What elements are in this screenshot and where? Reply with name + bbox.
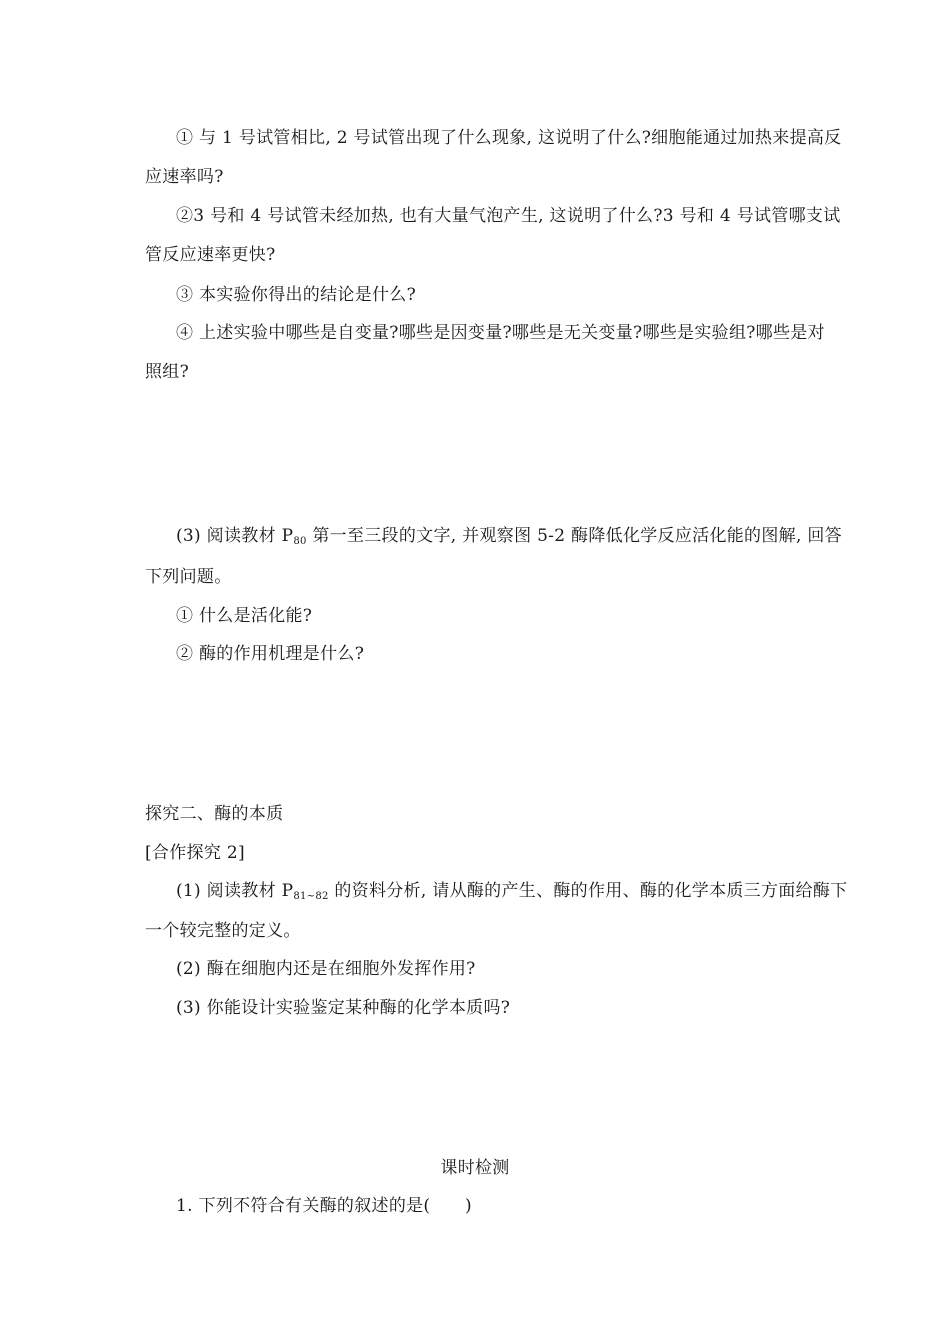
reading-instruction-3-post: 第一至三段的文字, 并观察图 5-2 酶降低化学反应活化能的图解, 回答 — [306, 526, 842, 546]
question-3: ③ 本实验你得出的结论是什么? — [176, 285, 417, 305]
quiz-question-1: 1. 下列不符合有关酶的叙述的是( ) — [176, 1196, 472, 1216]
page-range-subscript: 81~82 — [293, 891, 329, 902]
question-4-line-1: ④ 上述实验中哪些是自变量?哪些是因变量?哪些是无关变量?哪些是实验组?哪些是对 — [176, 323, 825, 343]
reading-instruction-3-line-2: 下列问题。 — [145, 567, 232, 587]
inquiry-question-1-line-2: 一个较完整的定义。 — [145, 921, 301, 941]
inquiry-question-2: (2) 酶在细胞内还是在细胞外发挥作用? — [176, 959, 476, 979]
question-2-line-1: ②3 号和 4 号试管未经加热, 也有大量气泡产生, 这说明了什么?3 号和 4 号试管哪支试 — [176, 206, 841, 226]
page-subscript: 80 — [293, 536, 307, 547]
cooperative-inquiry-label: [合作探究 2] — [145, 843, 245, 863]
reading-instruction-3-pre: (3) 阅读教材 P — [176, 526, 294, 546]
lesson-check-title: 课时检测 — [440, 1158, 510, 1178]
question-1-line-2: 应速率吗? — [145, 167, 224, 187]
section-heading: 探究二、酶的本质 — [145, 804, 284, 824]
inquiry-question-1-post: 的资料分析, 请从酶的产生、酶的作用、酶的化学本质三方面给酶下 — [328, 881, 848, 901]
inquiry-question-1-pre: (1) 阅读教材 P — [176, 881, 294, 901]
inquiry-question-1 — [176, 880, 847, 908]
question-4-line-2: 照组? — [145, 362, 190, 382]
inquiry-question-3: (3) 你能设计实验鉴定某种酶的化学本质吗? — [176, 998, 511, 1018]
activation-energy-question: ① 什么是活化能? — [176, 606, 313, 626]
enzyme-mechanism-question: ② 酶的作用机理是什么? — [176, 644, 365, 664]
question-2-line-2: 管反应速率更快? — [145, 245, 276, 265]
question-1-line-1: ① 与 1 号试管相比, 2 号试管出现了什么现象, 这说明了什么?细胞能通过加热来提高反 — [176, 128, 842, 148]
reading-instruction-3 — [176, 525, 842, 553]
